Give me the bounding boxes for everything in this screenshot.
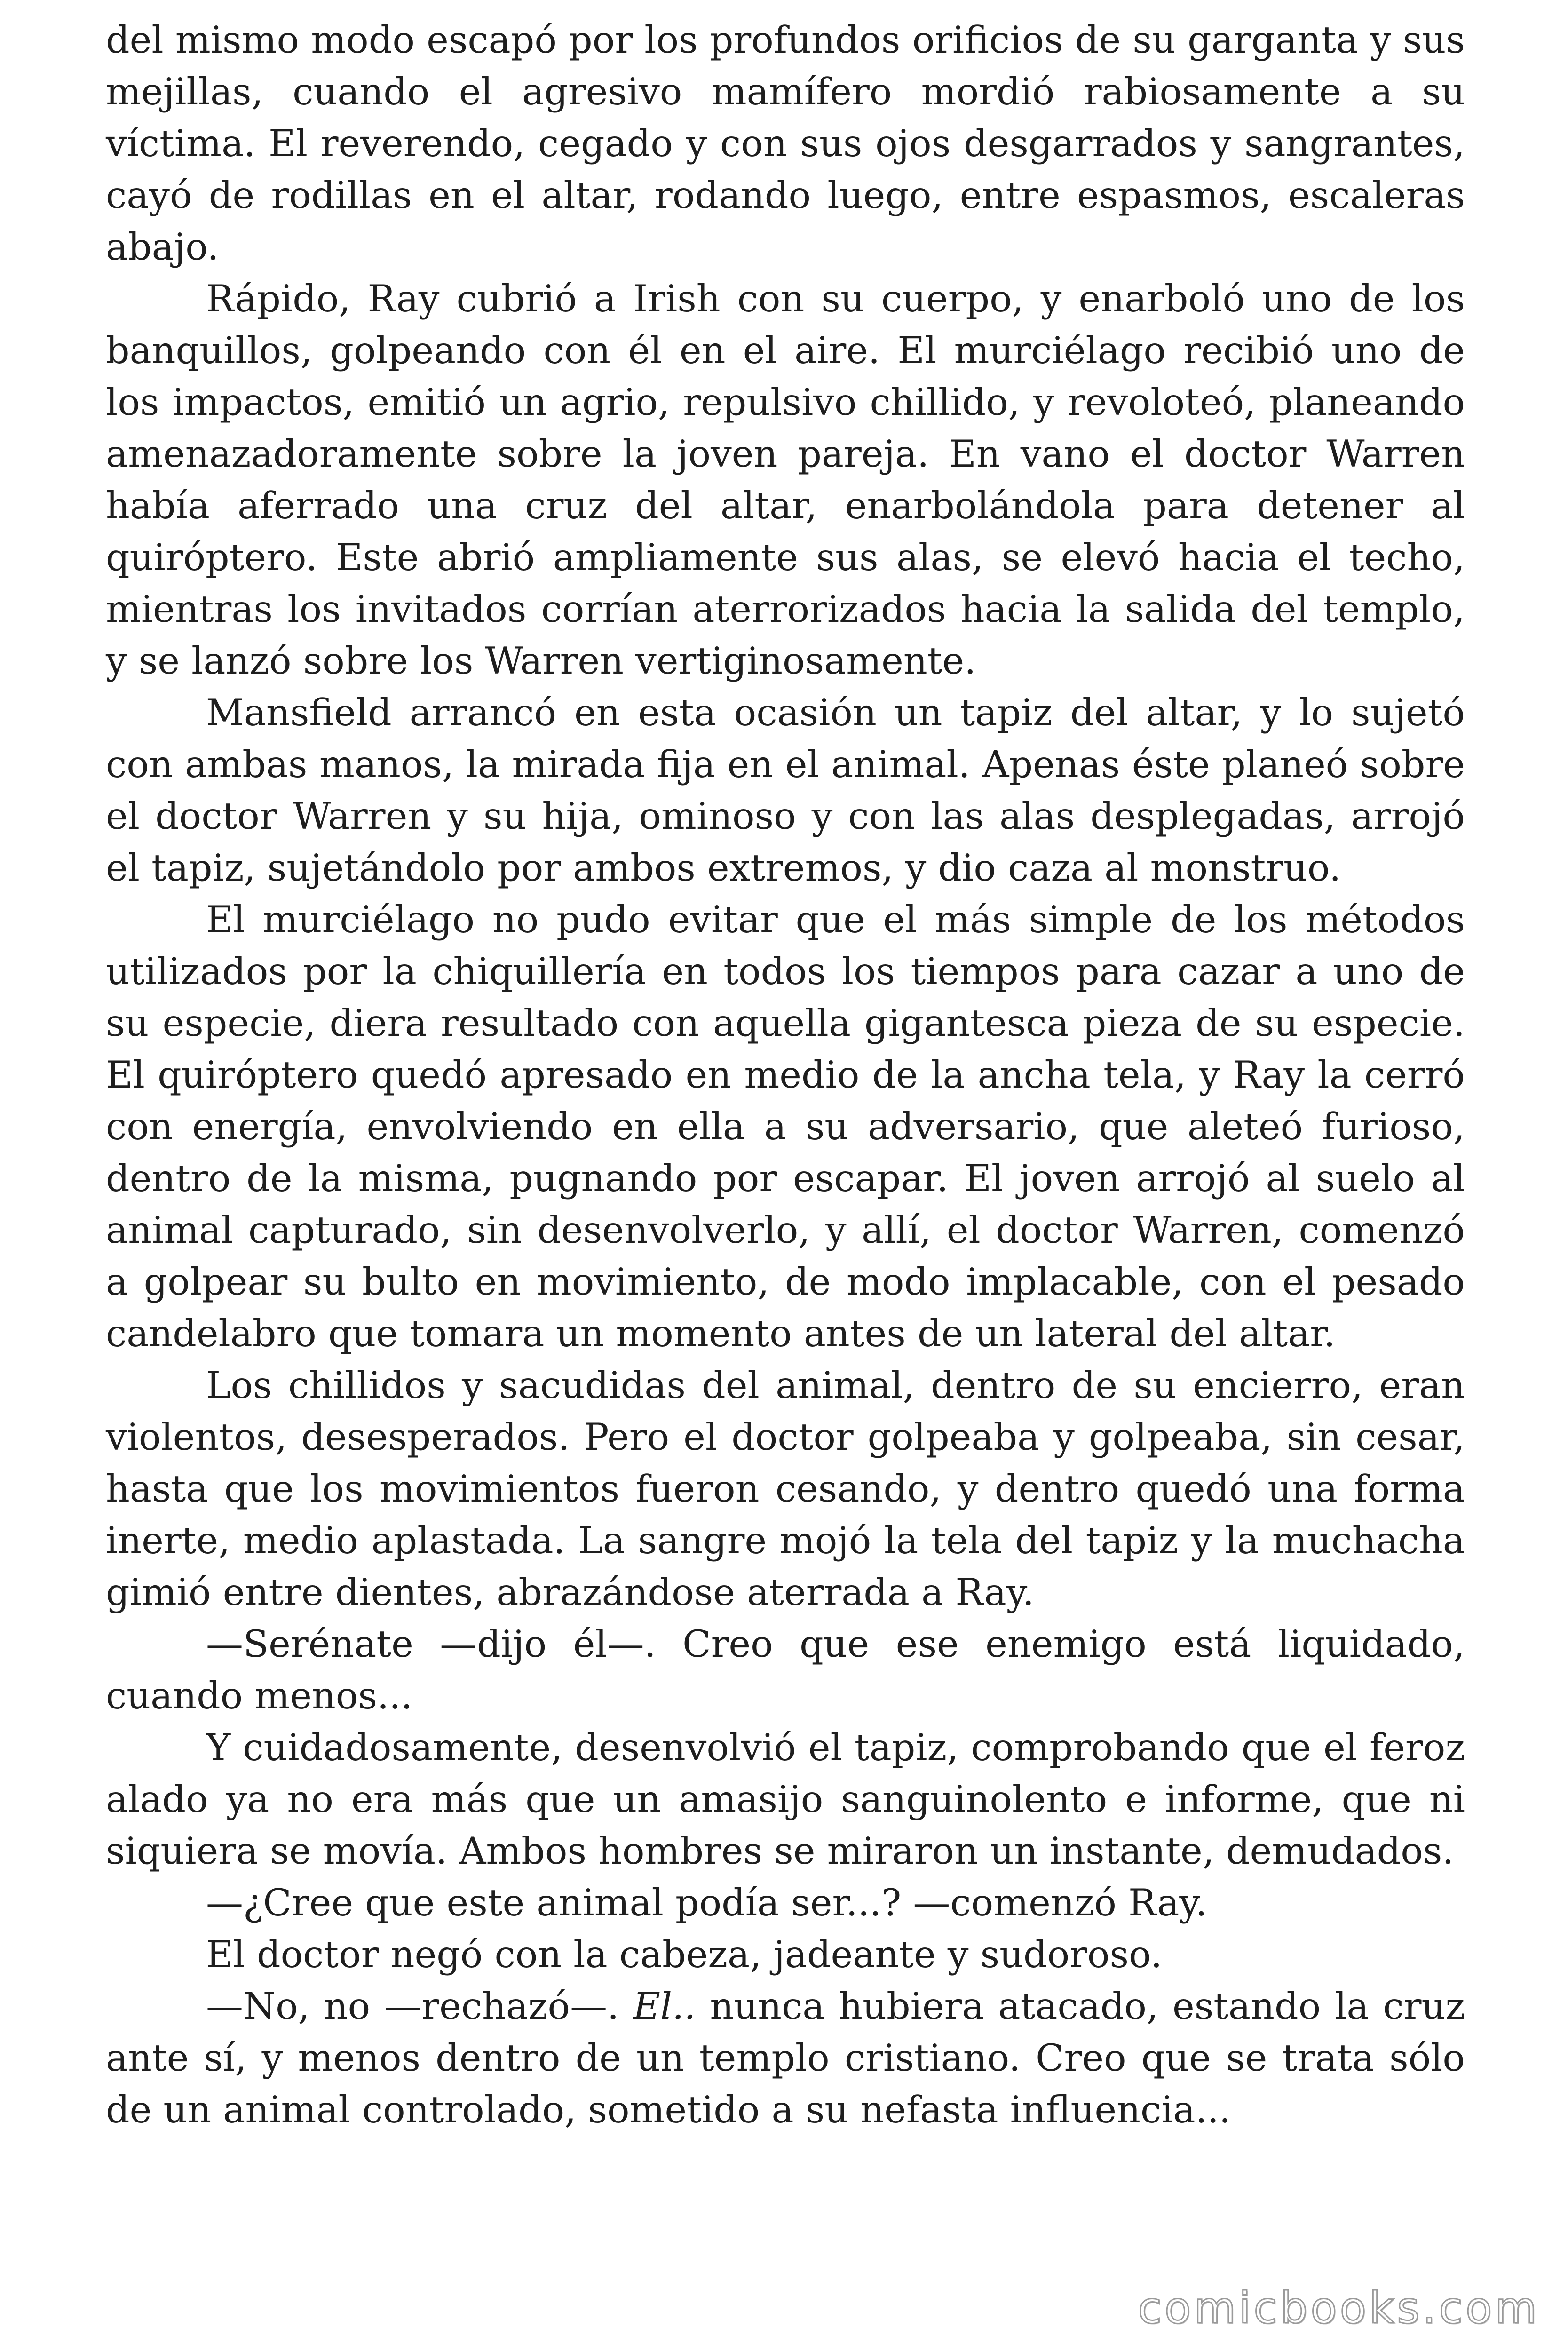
paragraph-3: Mansfield arrancó en esta ocasión un tapiz del altar, y lo sujetó con ambas manos, la mirada fija en el animal. Apenas éste planeó sobre el doctor Warren y su hija, ominoso y con las alas desplegadas, arrojó el tapiz, sujetándolo por ambos extremos, y dio caza al monstruo.: [106, 691, 1465, 890]
paragraph-9: El doctor negó con la cabeza, jadeante y sudoroso.: [206, 1933, 1163, 1976]
paragraph-4: El murciélago no pudo evitar que el más simple de los métodos utilizados por la chiquillería en todos los tiempos para cazar a uno de su especie, diera resultado con aquella gigantesca pieza de su especie. El quiróptero quedó apresado en medio de la ancha tela, y Ray la cerró con energía, envolviendo en ella a su adversario, que aleteó furioso, dentro de la misma, pugnando por escapar. El joven arrojó al suelo al animal capturado, sin desenvolverlo, y allí, el doctor Warren, comenzó a golpear su bulto en movimiento, de modo implacable, con el pesado candelabro que tomara un momento antes de un lateral del altar.: [106, 898, 1465, 1355]
paragraph-10-italic: El..: [633, 1985, 696, 2028]
paragraph-8: —¿Cree que este animal podía ser...? —comenzó Ray.: [206, 1881, 1207, 1924]
paragraph-7: Y cuidadosamente, desenvolvió el tapiz, comprobando que el feroz alado ya no era más que un amasijo sanguinolento e informe, que ni siquiera se movía. Ambos hombres se miraron un instante, demudados.: [106, 1726, 1465, 1873]
watermark-logo: comicbooks.com: [1138, 2283, 1540, 2333]
paragraph-2: Rápido, Ray cubrió a Irish con su cuerpo, y enarboló uno de los banquillos, golpeando con él en el aire. El murciélago recibió uno de los impactos, emitió un agrio, repulsivo chillido, y revoloteó, planeando amenazadoramente sobre la joven pareja. En vano el doctor Warren había aferrado una cruz del altar, enarbolándola para detener al quiróptero. Este abrió ampliamente sus alas, se elevó hacia el techo, mientras los invitados corrían aterrorizados hacia la salida del templo, y se lanzó sobre los Warren vertiginosamente.: [106, 277, 1465, 683]
paragraph-10-start: —No, no —rechazó—.: [206, 1985, 634, 2028]
paragraph-5: Los chillidos y sacudidas del animal, dentro de su encierro, eran violentos, desesperados. Pero el doctor golpeaba y golpeaba, sin cesar, hasta que los movimientos fueron cesando, y dentro quedó una forma inerte, medio aplastada. La sangre mojó la tela del tapiz y la muchacha gimió entre dientes, abrazándose aterrada a Ray.: [106, 1364, 1465, 1614]
paragraph-1: del mismo modo escapó por los profundos orificios de su garganta y sus mejillas, cuando el agresivo mamífero mordió rabiosamente a su víctima. El reverendo, cegado y con sus ojos desgarrados y sangrantes, cayó de rodillas en el altar, rodando luego, entre espasmos, escaleras abajo.: [106, 18, 1465, 269]
paragraph-10: [106, 1980, 1465, 2136]
book-page-text: [106, 14, 1465, 2136]
paragraph-10-end: nunca hubiera atacado, estando la cruz ante sí, y menos dentro de un templo cristiano. Creo que se trata sólo de un animal controlado, sometido a su nefasta influencia...: [106, 1985, 1465, 2131]
paragraph-6: —Serénate —dijo él—. Creo que ese enemigo está liquidado, cuando menos...: [106, 1622, 1465, 1717]
